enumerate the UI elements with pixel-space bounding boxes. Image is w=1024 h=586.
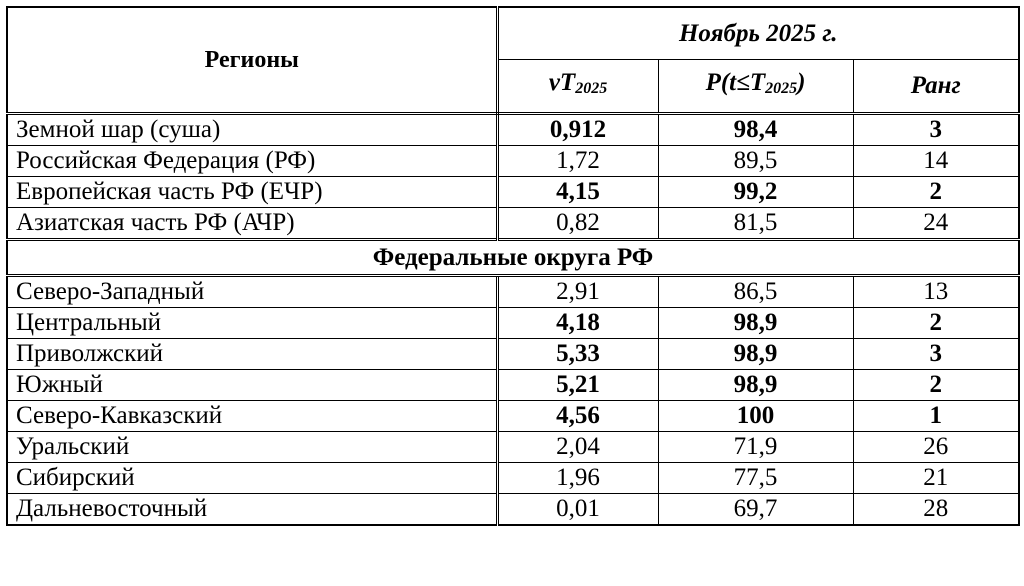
- p-cell: 98,9: [658, 308, 853, 339]
- region-cell: Российская Федерация (РФ): [7, 146, 497, 177]
- col-rank-header: Ранг: [853, 60, 1019, 114]
- rank-cell: 3: [853, 339, 1019, 370]
- v-cell: 0,912: [497, 114, 658, 146]
- rank-cell: 21: [853, 463, 1019, 494]
- p-cell: 98,4: [658, 114, 853, 146]
- table-row: [7, 208, 1019, 240]
- v-cell: 0,01: [497, 494, 658, 526]
- region-cell: Приволжский: [7, 339, 497, 370]
- p-cell: 98,9: [658, 339, 853, 370]
- v-cell: 4,18: [497, 308, 658, 339]
- p-cell: 69,7: [658, 494, 853, 526]
- rank-cell: 14: [853, 146, 1019, 177]
- v-cell: 1,96: [497, 463, 658, 494]
- region-cell: Уральский: [7, 432, 497, 463]
- v-cell: 2,91: [497, 276, 658, 308]
- table-row: [7, 339, 1019, 370]
- table-row: [7, 401, 1019, 432]
- p-cell: 100: [658, 401, 853, 432]
- rank-cell: 3: [853, 114, 1019, 146]
- table-row: [7, 276, 1019, 308]
- table-row: [7, 494, 1019, 526]
- rank-cell: 26: [853, 432, 1019, 463]
- rank-cell: 13: [853, 276, 1019, 308]
- rank-cell: 24: [853, 208, 1019, 240]
- rank-cell: 1: [853, 401, 1019, 432]
- region-cell: Северо-Кавказский: [7, 401, 497, 432]
- table-container: [6, 6, 1018, 580]
- region-cell: Южный: [7, 370, 497, 401]
- region-cell: Центральный: [7, 308, 497, 339]
- col-p-main: P(t≤T: [705, 69, 766, 97]
- col-v-main: vT: [548, 69, 576, 97]
- col-p-sub: 2025: [765, 80, 798, 98]
- rank-cell: 2: [853, 370, 1019, 401]
- p-cell: 89,5: [658, 146, 853, 177]
- v-cell: 0,82: [497, 208, 658, 240]
- p-cell: 81,5: [658, 208, 853, 240]
- region-cell: Северо-Западный: [7, 276, 497, 308]
- p-cell: 71,9: [658, 432, 853, 463]
- period-header: Ноябрь 2025 г.: [497, 7, 1019, 60]
- table-row: [7, 114, 1019, 146]
- top-rows: [7, 114, 1019, 526]
- p-cell: 77,5: [658, 463, 853, 494]
- v-cell: 5,21: [497, 370, 658, 401]
- v-cell: 2,04: [497, 432, 658, 463]
- col-p-header: [658, 60, 853, 114]
- col-v-sub: 2025: [575, 80, 608, 98]
- group-row: [7, 240, 1019, 276]
- region-cell: Сибирский: [7, 463, 497, 494]
- table-row: [7, 370, 1019, 401]
- table-row: [7, 432, 1019, 463]
- v-cell: 4,15: [497, 177, 658, 208]
- p-cell: 98,9: [658, 370, 853, 401]
- table-row: [7, 308, 1019, 339]
- table-row: [7, 146, 1019, 177]
- region-cell: Европейская часть РФ (ЕЧР): [7, 177, 497, 208]
- col-v-header: [497, 60, 658, 114]
- p-cell: 86,5: [658, 276, 853, 308]
- v-cell: 1,72: [497, 146, 658, 177]
- region-cell: Земной шар (суша): [7, 114, 497, 146]
- col-p-close: ): [797, 69, 806, 97]
- region-cell: Азиатская часть РФ (АЧР): [7, 208, 497, 240]
- region-cell: Дальневосточный: [7, 494, 497, 526]
- rank-cell: 2: [853, 177, 1019, 208]
- v-cell: 5,33: [497, 339, 658, 370]
- p-cell: 99,2: [658, 177, 853, 208]
- v-cell: 4,56: [497, 401, 658, 432]
- regions-header: Регионы: [7, 7, 497, 114]
- rank-cell: 28: [853, 494, 1019, 526]
- header-row-top: [7, 7, 1019, 60]
- rank-cell: 2: [853, 308, 1019, 339]
- federal-districts-label: Федеральные округа РФ: [7, 240, 1019, 276]
- table-row: [7, 463, 1019, 494]
- climate-anomaly-table: [6, 6, 1020, 526]
- table-row: [7, 177, 1019, 208]
